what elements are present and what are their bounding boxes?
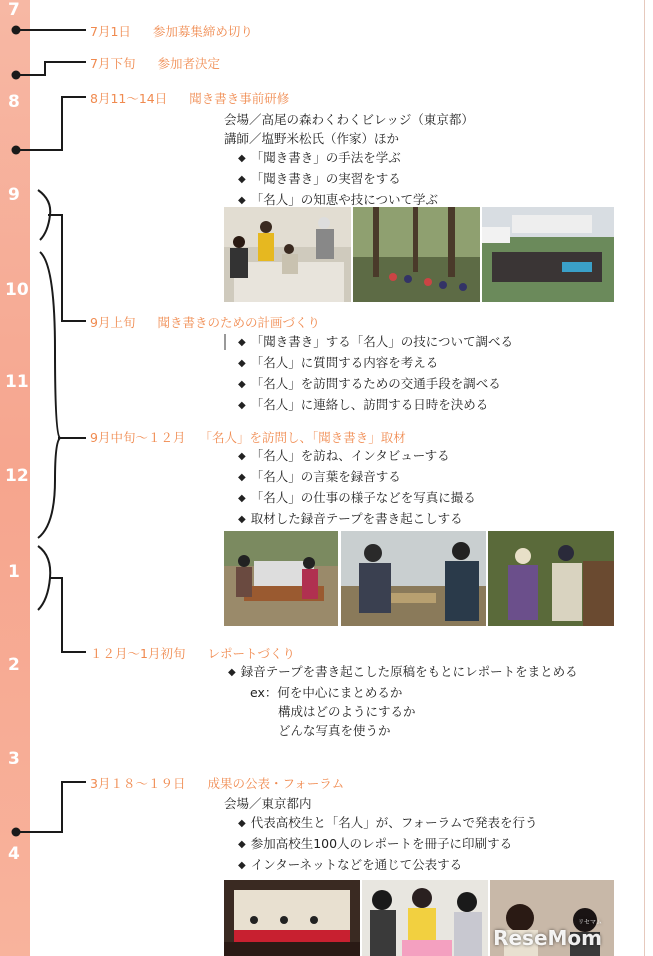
event-date: 8月11〜14日 (90, 91, 168, 106)
event-name: 聞き書きのための計画づくり (157, 315, 320, 330)
month-label: 12 (5, 466, 29, 486)
event-title (90, 54, 220, 72)
event-name: レポートづくり (207, 646, 295, 661)
event-title (90, 644, 295, 662)
training-lecture-photo (224, 207, 351, 302)
month-label: 4 (8, 844, 20, 864)
report-details (228, 662, 578, 740)
student-discussion-photo (362, 880, 488, 956)
watermark-ruby: リセマム (578, 919, 602, 926)
forum-speaker-photo (490, 880, 614, 956)
bullet-item: ◆ 「名人」を訪問するための交通手段を調べる (238, 374, 513, 395)
bullet-item: ◆ 「名人」の言葉を録音する (238, 467, 476, 488)
event-name: 聞き書き事前研修 (189, 91, 290, 106)
bullet-item: ◆ 「名人」に質問する内容を考える (238, 353, 513, 374)
planning-details (238, 332, 513, 416)
month-label: 7 (8, 0, 20, 20)
event-name: 成果の公表・フォーラム (207, 776, 345, 791)
watermark-text: ReseMom (493, 926, 602, 950)
month-label: 11 (5, 372, 29, 392)
month-label: 8 (8, 92, 20, 112)
report-example-line: どんな写真を使うか (278, 723, 391, 738)
bullet-item: ◆ 参加高校生100人のレポートを冊子に印刷する (238, 834, 537, 855)
forest-walk-photo (353, 207, 480, 302)
bullet-item: ◆ 取材した録音テープを書き起こしする (238, 509, 476, 530)
bullet-item: ◆ 録音テープを書き起こした原稿をもとにレポートをまとめる (228, 662, 578, 683)
event-date: 3月１８〜１９日 (90, 776, 186, 791)
bullet-item: ◆ 「名人」を訪ね、インタビューする (238, 446, 476, 467)
training-details (224, 110, 474, 211)
training-lecturer: 講師／塩野米松氏（作家）ほか (224, 131, 400, 146)
event-date: 9月中旬〜１２月 (90, 430, 186, 445)
group-photo (482, 207, 614, 302)
month-label: 1 (8, 562, 20, 582)
month-label: 3 (8, 749, 20, 769)
visit-details (238, 446, 476, 530)
report-example-label: ex：何を中心にまとめるか (250, 685, 403, 700)
training-venue: 会場／高尾の森わくわくビレッジ（東京都） (224, 112, 474, 127)
event-title (90, 22, 253, 40)
forum-details (224, 794, 537, 876)
event-date: 7月1日 (90, 24, 131, 39)
bullet-item: ◆ 「聞き書き」の手法を学ぶ (238, 148, 474, 169)
resemom-watermark (493, 919, 602, 950)
forum-venue: 会場／東京都内 (224, 796, 312, 811)
bullet-item: ◆ 「名人」の知恵や技について学ぶ (238, 190, 474, 211)
event-date: １２月〜1月初旬 (90, 646, 186, 661)
event-name: 参加者決定 (157, 56, 220, 71)
month-label: 10 (5, 280, 29, 300)
event-date: 9月上旬 (90, 315, 136, 330)
bullet-item: ◆ インターネットなどを通じて公表する (238, 855, 537, 876)
event-date: 7月下旬 (90, 56, 136, 71)
interview-photo (341, 531, 486, 626)
bullet-item: ◆ 「聞き書き」する「名人」の技について調べる (238, 332, 513, 353)
month-label: 9 (8, 185, 20, 205)
event-title (90, 89, 289, 107)
event-name: 「名人」を訪問し、「聞き書き」取材 (199, 430, 406, 445)
report-example-line: 構成はどのようにするか (278, 704, 416, 719)
craftsman-photo (488, 531, 614, 626)
woodwork-photo (224, 531, 338, 626)
bullet-item: ◆ 「聞き書き」の実習をする (238, 169, 474, 190)
bullet-item: ◆ 「名人」の仕事の様子などを写真に撮る (238, 488, 476, 509)
event-title (90, 313, 320, 331)
event-name: 参加募集締め切り (152, 24, 253, 39)
month-label: 2 (8, 655, 20, 675)
event-title (90, 428, 406, 446)
event-title (90, 774, 344, 792)
bullet-item: ◆ 「名人」に連絡し、訪問する日時を決める (238, 395, 513, 416)
bullet-item: ◆ 代表高校生と「名人」が、フォーラムで発表を行う (238, 813, 537, 834)
forum-stage-photo (224, 880, 360, 956)
